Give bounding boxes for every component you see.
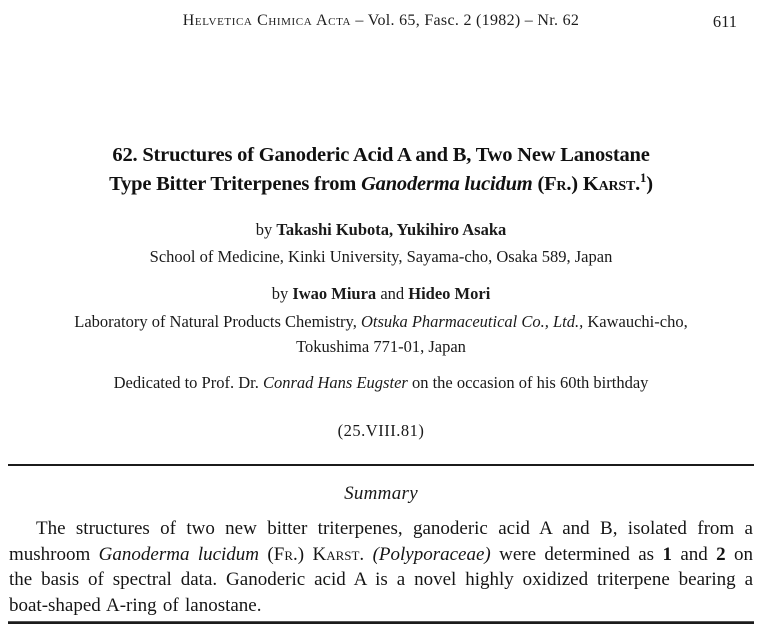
summary-species-name: Ganoderma lucidum: [98, 543, 260, 565]
title-line2-text: Type Bitter Triterpenes from: [109, 173, 362, 195]
byline-second-authors: [0, 284, 762, 304]
footnote-marker: 1: [640, 171, 647, 186]
summary-text-mid: were determined as: [490, 543, 663, 565]
affiliation2-city: Kawauchi-cho,: [583, 312, 688, 331]
summary-heading: Summary: [344, 483, 418, 504]
title-line-2: [0, 170, 762, 199]
horizontal-rule-bottom: [8, 621, 754, 624]
authority-fr: Fr.: [544, 173, 572, 195]
dedication-honoree: Conrad Hans Eugster: [262, 373, 408, 392]
page-number: 611: [712, 12, 737, 31]
journal-name: Helvetica Chimica Acta: [182, 12, 352, 29]
affiliation2-lab: Laboratory of Natural Products Chemistry,: [74, 312, 361, 331]
affiliation-second-line1: [0, 309, 762, 334]
summary-authority-karst: Karst.: [312, 543, 365, 565]
summary-text-and: and: [671, 543, 717, 565]
received-date: (25.VIII.81): [337, 421, 425, 440]
byline1-prefix: by: [255, 220, 277, 239]
summary-family-name: (Polyporaceae): [364, 543, 491, 565]
compound-number-2: 2: [716, 543, 726, 565]
summary-text-post: on the basis of spectral data. Ganoderic acid A is a novel highly oxidized triterpene bearing a boat-shaped A-ring of lanostane.: [9, 543, 754, 616]
byline2-prefix: by: [271, 284, 293, 303]
affiliation2-company: Otsuka Pharmaceutical Co., Ltd.,: [360, 312, 584, 331]
summary-paren-mid: ): [297, 543, 313, 565]
dedication-pre: Dedicated to Prof. Dr.: [113, 373, 263, 392]
byline1-names: Takashi Kubota, Yukihiro Asaka: [276, 220, 507, 239]
affiliation-first: School of Medicine, Kinki University, Sayama-cho, Osaka 589, Japan: [149, 247, 613, 266]
footnote-paren: ): [646, 173, 653, 195]
authority-paren-mid: ): [571, 173, 583, 195]
summary-authority-fr: Fr.: [273, 543, 298, 565]
authority-paren-open: (: [532, 173, 545, 195]
byline2-name2: Hideo Mori: [408, 284, 491, 303]
species-name: Ganoderma lucidum: [361, 173, 533, 195]
affiliation-second-line2: Tokushima 771-01, Japan: [296, 337, 466, 356]
article-title: [0, 141, 762, 199]
summary-text-pre: The structures of two new bitter triterpenes, ganoderic acid A and B, isolated from a mushroom: [9, 518, 753, 565]
journal-issue-info: – Vol. 65, Fasc. 2 (1982) – Nr. 62: [351, 12, 580, 29]
affiliation-second: [0, 309, 762, 359]
authority-karst: Karst.: [582, 173, 641, 195]
byline2-name1: Iwao Miura: [292, 284, 377, 303]
title-line-1: 62. Structures of Ganoderic Acid A and B, Two New Lanostane: [112, 144, 650, 166]
horizontal-rule-top: [8, 464, 754, 466]
byline2-conjunction: and: [376, 284, 409, 303]
dedication-post: on the occasion of his 60th birthday: [407, 373, 649, 392]
summary-paren-open: (: [259, 543, 274, 565]
compound-number-1: 1: [662, 543, 672, 565]
running-head: [0, 12, 762, 30]
dedication-line: [0, 373, 762, 393]
byline-first-authors: [0, 220, 762, 240]
summary-paragraph: [9, 516, 753, 618]
